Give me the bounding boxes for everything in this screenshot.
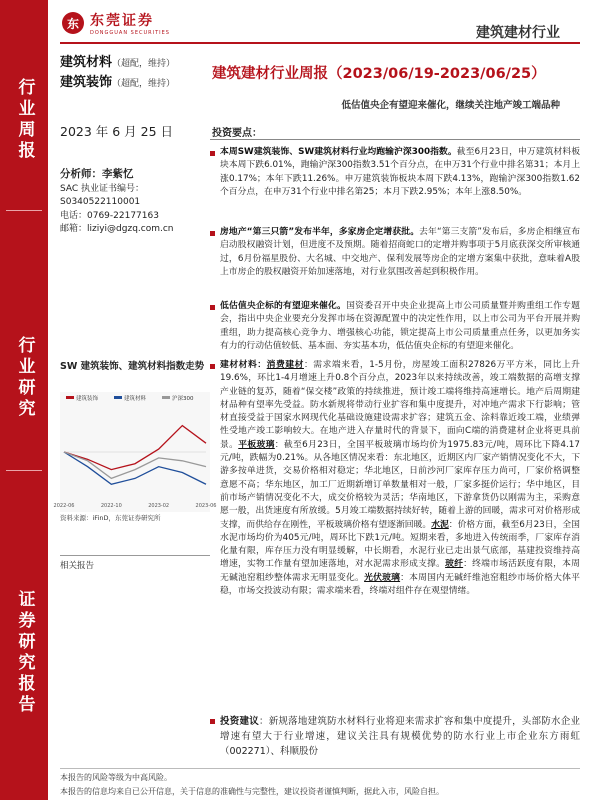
investment-rule [210, 139, 580, 140]
sidebar-section-weekly: 行业周报 [14, 78, 35, 162]
sidebar-section-research: 行业研究 [14, 336, 35, 420]
x-tick-label: 2023-06 [195, 503, 217, 509]
paragraph-real-estate: 房地产“第三只箭”发布半年，多家房企定增获批。去年“第三支箭”发布后，多房企相继宣布启动股权融资计划，但进度不及预期。随着招商蛇口的定增并购事项于5月底获深交所审核通过，6月份福星股份、大名城、中交地产、保利发展等房企的定增方案集中获批，意味着A股上市房企的股权融资开始加速落地，对行业氛围改善起到积极作用。 [220, 226, 580, 279]
bullet-icon [210, 151, 215, 156]
legend-swatch-2 [162, 396, 170, 399]
footer-risk: 本报告的风险等级为中高风险。 [60, 773, 172, 782]
rating-building-decoration: 建筑装饰（超配，维持） [60, 75, 176, 90]
sidebar-section-report: 证券研究报告 [14, 590, 35, 716]
legend-label-0: 建筑装饰 [76, 396, 99, 402]
x-tick-label: 2022-06 [53, 503, 75, 509]
paragraph-soe: 低估值央企标的有望迎来催化。国资委召开中央企业提高上市公司质量暨并购重组工作专题会，指出中央企业要充分发挥市场在资源配置中的决定性作用，以上市公司为平台开展并购重组，助力提高核心竞争力、增强核心功能，锁定提高上市公司质量重点任务，以更加务实有力的行动估值较低、基本面、夯实基本功，低估值央企标的有望迎来催化。 [220, 300, 580, 353]
industry-label: 建筑建材行业 [476, 25, 560, 41]
related-rule [60, 555, 210, 556]
investment-heading: 投资要点： [212, 128, 262, 139]
sidebar-divider [6, 210, 42, 211]
company-logo [62, 10, 170, 36]
logo-name: 东莞证券 [90, 13, 154, 29]
footer-rule [60, 768, 580, 769]
logo-english: DONGGUAN SECURITIES [90, 30, 170, 36]
legend-label-2: 沪深300 [172, 396, 194, 402]
paragraph-index-performance: 本周SW建筑装饰、SW建筑材料行业均跑输沪深300指数。截至6月23日，申万建筑材料板块本周下跌6.01%，跑输沪深300指数3.51个百分点，在申万31个行业中排名第31；本月上涨0.17%；本年下跌11.26%。申万建筑装饰板块本周下跌4.13%，跑输沪深300指数1.62个百分点，在申万31个行业中排名第25；本月下跌2.95%；本年上涨8.50%。 [220, 146, 580, 199]
x-tick-label: 2023-02 [148, 503, 170, 509]
chart-source: 资料来源：iFinD，东莞证券研究所 [60, 514, 161, 522]
report-subtitle: 低估值央企有望迎来催化，继续关注地产竣工端品种 [341, 100, 560, 111]
report-date: 2023 年 6 月 25 日 [60, 124, 174, 139]
bullet-icon [210, 364, 215, 369]
bullet-icon [210, 231, 215, 236]
bullet-icon [210, 305, 215, 310]
bullet-icon [210, 719, 215, 724]
related-reports: 相关报告 [60, 561, 95, 571]
logo-icon: 东 [62, 12, 84, 34]
index-trend-chart [53, 392, 217, 512]
paragraph-materials: 建材材料：消费建材：需求端来看，1-5月份，房屋竣工面积27826万平方米，同比上升19.6%，环比1-4月增速上升0.8个百分点，2023年以来持续改善，竣工端数据的高增支撑产业链的复苏，随着“保交楼”政策的持续推进，预计竣工端将维持高速增长。地产后周期建材品种有望率先受益。防水新规将带动行业扩容和集中度提升，对冲地产需求下行影响；管材直接受益于国家水网现代化基础设施建设需求扩容；建筑五金、涂料靠近竣工端，业绩弹性受地产竣工影响较大。在地产进入存量时代的背景下，面向C端的消费建材企业将更具前景。平板玻璃：截至6月23日，全国平板玻璃市场均价为1975.83元/吨，周环比下降4.17元/吨，跌幅为0.21%。从各地区情况来看：东北地区，近期区内厂家产销情况变化不大，下游多按单进货，交易价格相对稳定；华北地区，日前沙河厂家库存压力尚可，厂家价格调整意愿不高；华东地区，加工厂近期新增订单数量相对一般，厂家多挺价运行；华中地区，目前市场产销情况变化不大，成交价格较为灵活；华南地区，下游拿货仍以刚需为主，采购意愿一般，出货速度有所放缓。5月竣工端数据持续好转，随着上游的回暖，需求可对价格形成支撑，而供给存在刚性，平板玻璃价格有望逐渐回暖。水泥：价格方面，截至6月23日，全国水泥市场均价为405元/吨，周环比下跌1元/吨。短期来看，多地进入传统雨季，厂家库存消化量有限，库存压力没有明显缓解，中长期看，水泥行业已走出景气底部，基建投资维持高增速，实物工作量有望加速落地，对水泥需求形成支撑。玻纤：终端市场活跃度有限，本周无碱池窑粗纱整体需求无明显变化。光伏玻璃：本周国内无碱纤维池窑粗纱市场价格大体平稳，市场交投波动有限；需求端来看，终端对组件存在观望情绪。 [220, 359, 580, 598]
report-title: 建筑建材行业周报（2023/06/19-2023/06/25） [212, 66, 546, 82]
x-tick-label: 2022-10 [100, 503, 122, 509]
footer-disclaimer: 本报告的信息均来自已公开信息，关于信息的准确性与完整性，建议投资者谨慎判断，据此入市，风险自担。 [60, 787, 444, 796]
header-rule [60, 42, 580, 44]
legend-label-1: 建筑材料 [124, 396, 147, 402]
rating-building-materials: 建筑材料（超配，维持） [60, 55, 176, 70]
legend-swatch-1 [114, 396, 122, 399]
paragraph-investment-advice: 投资建议：新规落地建筑防水材料行业将迎来需求扩容和集中度提升，头部防水企业增速有望大于行业增速，建议关注具有规模优势的防水行业上市企业东方雨虹（002271）、科顺股份 [220, 714, 580, 759]
sidebar-divider [6, 470, 42, 471]
legend-swatch-0 [66, 396, 74, 399]
analyst-info: 分析师：李紫忆 SAC 执业证书编号： S0340522110001 电话：0769-22177163 邮箱：liziyi@dgzq.com.cn [60, 168, 174, 234]
chart-title: SW 建筑装饰、建筑材料指数走势 [60, 361, 205, 372]
